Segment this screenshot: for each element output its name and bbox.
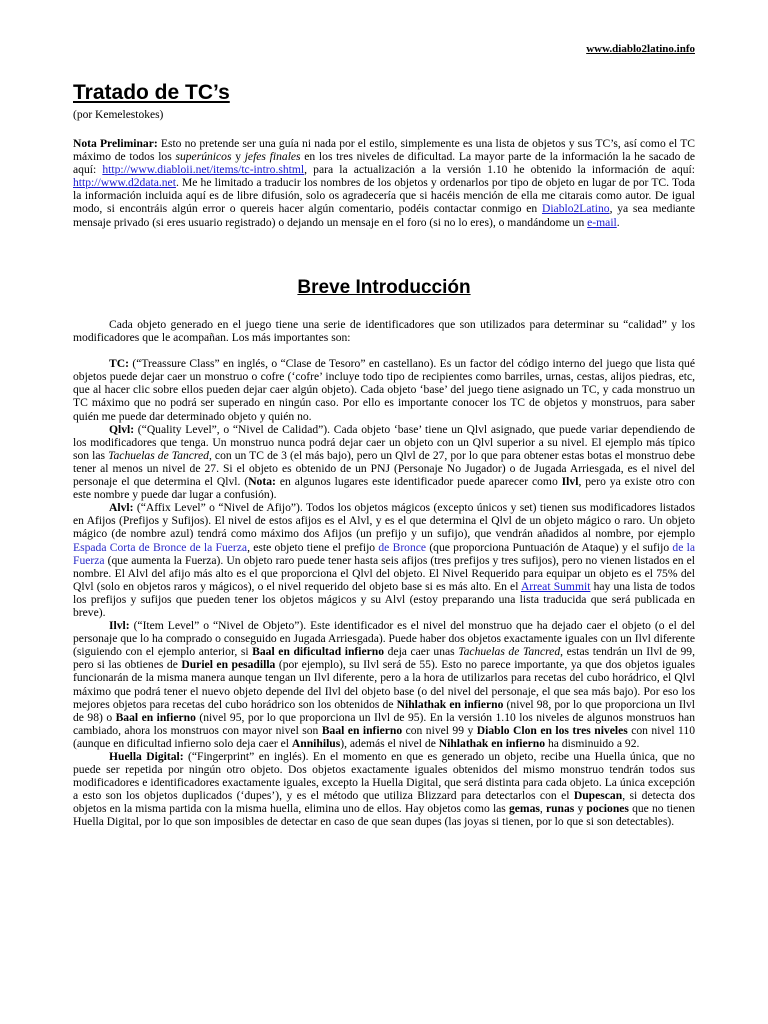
diabloii-link[interactable]: http://www.diabloii.net/items/tc-intro.shtml: [102, 163, 305, 177]
paragraph-text: que no tienen Huella Digital, por lo que son imposibles de detectar en caso de que sean dupes (las joyas si tienen, por lo que si son detectables).: [73, 802, 696, 829]
note-text: , ya sea mediante mensaje privado (si eres usuario registrado) o dejando un mensaje en el foro (si no lo eres), o mandándome un: [73, 202, 695, 229]
bold-text: Duriel en pesadilla: [181, 658, 276, 672]
item-name: Tachuelas de Tancred: [108, 448, 209, 462]
diablo2latino-link[interactable]: Diablo2Latino: [541, 202, 610, 216]
note-text: Esto no pretende ser una guía ni nada por el estilo, simplemente es una lista de objetos y sus TC’s, así como el TC máximo de todos los: [73, 137, 696, 164]
bold-text: Diablo Clon en los tres niveles: [476, 723, 628, 737]
note-italic: jefes finales: [244, 150, 301, 164]
paragraph-text: , este objeto tiene el prefijo: [247, 540, 379, 554]
magic-suffix: de la Fuerza: [73, 540, 695, 567]
paragraph-text: Cada objeto generado en el juego tiene una serie de identificadores que son utilizados para determinar su “calidad” y los modificadores que le acompañan. Los más importantes son:: [73, 318, 695, 345]
note-text: en los tres niveles de dificultad. La mayor parte de la información la he sacado de aquí:: [73, 150, 696, 177]
bold-text: gemas: [508, 802, 540, 816]
paragraph-text: (“Quality Level”, o “Nivel de Calidad”). Cada objeto ‘base’ tiene un Qlvl asignado, que puede variar dependiendo de los modificadores que tenga. Un monstruo nunca podrá dejar caer un objeto con un Qlvl superior a su nivel. El ejemplo más típico son las: [73, 422, 695, 462]
note-text: . Me he limitado a traducir los nombres de los objetos y ordenarlos por tipo de objeto en lugar de por TC. Toda la información incluida aquí es de libre difusión, solo os agradecería que si hacéis mención de ella me citarais como autor. De igual modo, si encontráis algún error o quereis hacer algún comentario, podéis contactar conmigo en: [73, 176, 695, 216]
note-text: y: [231, 150, 245, 164]
paragraph-text: ha disminuido a 92.: [545, 736, 640, 750]
ilvl-paragraph: [73, 619, 695, 750]
bold-text: runas: [545, 802, 575, 816]
bold-text: Baal en infierno: [115, 710, 196, 724]
bold-text: Nota:: [248, 475, 276, 489]
bold-text: Baal en dificultad infierno: [252, 645, 385, 659]
note-text: , para la actualización a la versión 1.10 he obtenido la información de aquí:: [304, 163, 695, 177]
term-label: Huella Digital:: [109, 750, 184, 763]
tc-paragraph: [73, 357, 695, 422]
paragraph-text: , con un TC de 3 (el más bajo), pero un Qlvl de 27, por lo que para obtener estas botas el monstruo debe tener al menos un nivel de 27. Si el objeto es obtenido de un PNJ (Personaje No Jugador) o de Jugada Arriesgada, es el nivel del personaje el que determina el Qlvl. (: [73, 448, 695, 489]
note-text: .: [616, 215, 620, 229]
paragraph-text: (“Fingerprint” en inglés). En el momento en que es generado un objeto, recibe una Huella única, que no puede ser repetida por ningún otro objeto. Dos objetos exactamente iguales obtenidos del mismo monstruo tendrán todos sus modificadores e identificadores exactamente iguales, excepto la Huella Digital, que será distinta para cada objeto. La única excepción a esto son los objetos duplicados (‘dupes’), y es el método que utiliza Blizzard para detectarlos con el: [73, 750, 695, 803]
item-name: Tachuelas de Tancred: [458, 645, 561, 659]
term-label: Ilvl:: [109, 619, 130, 633]
bold-text: Dupescan: [573, 789, 623, 803]
term-label: Qlvl:: [109, 422, 135, 436]
paragraph-text: en algunos lugares este identificador puede aparecer como: [275, 475, 562, 489]
paragraph-text: y: [574, 802, 587, 816]
intro-paragraph: [73, 318, 695, 344]
paragraph-text: (que aumenta la Fuerza). Un objeto raro puede tener hasta seis afijos (tres prefijos y tres sufijos), pero no vienen listados en el nombre. El Alvl del afijo más alto es el que proporciona el Qlvl del objeto. El Nivel Requerido para equipar un objeto es el 75% del Qlvl (solo en objetos raros y mágicos), o el nivel requerido del objeto base si es más alto. En el: [73, 553, 695, 593]
note-label: Nota Preliminar:: [73, 137, 158, 150]
bold-text: Nihlathak en infierno: [396, 697, 504, 711]
introduction-body: [73, 318, 695, 829]
paragraph-text: ), además el nivel de: [340, 736, 439, 750]
huella-paragraph: [73, 750, 695, 829]
paragraph-text: , pero ya existe otro con este nombre y puede dar lugar a confusión).: [73, 475, 695, 502]
section-title: Breve Introducción: [297, 277, 471, 298]
bold-text: Baal en infierno: [321, 723, 403, 737]
qlvl-paragraph: [73, 423, 695, 502]
bold-text: Annihilus: [291, 736, 341, 750]
preliminary-note: [73, 137, 695, 229]
magic-prefix: de Bronce: [378, 540, 427, 554]
paragraph-text: con nivel 99 y: [402, 723, 477, 737]
d2data-link[interactable]: http://www.d2data.net: [73, 176, 176, 190]
paragraph-text: , si detecta dos objetos en la misma partida con la misma huella, elimina uno de ellos. Hay objetos como las: [73, 789, 695, 816]
paragraph-text: (que proporciona Puntuación de Ataque) y el sufijo: [426, 540, 673, 554]
email-link[interactable]: e-mail: [587, 215, 617, 229]
paragraph-text: (“Affix Level” o “Nivel de Afijo”). Todos los objetos mágicos (excepto únicos y set) tienen sus modificadores listados en Afijos (Prefijos y Sufijos). El nivel de estos afijos es el Alvl, y es el que determina el Qlvl de un objeto mágico o raro. Un objeto mágico (de nombre azul) tendrá como máximo dos Afijos (un prefijo y un sufijo), que vendrán añadidos al nombre, por ejemplo: [73, 501, 695, 541]
arreat-summit-link[interactable]: Arreat Summit: [520, 579, 591, 593]
site-url[interactable]: www.diablo2latino.info: [586, 43, 695, 55]
paragraph-text: (nivel 98, por lo que proporciona un Ilvl de 98) o: [73, 697, 695, 724]
magic-item-name: Espada Corta de Bronce de la Fuerza: [73, 540, 248, 554]
bold-text: Ilvl: [561, 475, 579, 489]
term-label: TC:: [109, 357, 129, 371]
bold-text: pociones: [586, 802, 629, 816]
paragraph-text: (“Item Level” o “Nivel de Objeto”). Este identificador es el nivel del monstruo que ha dejado caer el objeto (o el del personaje que lo ha comprado o conseguido en Jugada Arriesgada). Puede haber dos objetos exactamente iguales con un Ilvl diferente (siguiendo con el ejemplo anterior, si: [73, 619, 695, 659]
paragraph-text: ,: [539, 802, 546, 816]
document-title: Tratado de TC’s: [73, 81, 230, 104]
note-italic: superúnicos: [175, 150, 232, 164]
alvl-paragraph: [73, 501, 695, 619]
document-author: (por Kemelestokes): [73, 109, 164, 121]
paragraph-text: (“Treassure Class” en inglés, o “Clase de Tesoro” en castellano). Es un factor del código interno del juego que lista qué objetos puede dejar caer un monstruo o cofre (‘cofre’ incluye todo tipo de recipientes como barriles, urnas, cestas, alijos piedras, etc, que al hacer clic sobre ellos pueden dejar caer algún objeto). Cada objeto ‘base’ del juego tiene asignado un TC, y cada monstruo un TC máximo que no podrá ser superado en ningún caso. Por ello es importante conocer los TC de objetos y monstruos, para saber quién me puede dar determinado objeto y quién no.: [73, 357, 695, 423]
bold-text: Nihlathak en infierno: [438, 736, 546, 750]
paragraph-text: (por ejemplo), su Ilvl será de 55). Esto no parece importante, ya que dos objetos iguales funcionarán de la misma manera aunque tengan un Ilvl diferente, pero a la hora de utilizarlos para recetas del cubo horádrico, el Qlvl máximo que podrá tener el nuevo objeto depende del Ilvl del objeto base (o del nivel del personaje, el que sea más bajo). Por eso los mejores objetos para recetas del cubo horádrico son los obtenidos de: [73, 658, 695, 711]
paragraph-text: hay una lista de todos los prefijos y sufijos que pueden tener los objetos mágicos y su Alvl (estoy preparando una lista traducida que será publicada en breve).: [73, 579, 696, 619]
paragraph-text: , estas tendrán un Ilvl de 99, pero si las obtienes de: [73, 645, 695, 672]
paragraph-text: con nivel 110 (aunque en dificultad infierno solo deja caer el: [73, 723, 696, 750]
paragraph-text: deja caer unas: [384, 645, 459, 659]
term-label: Alvl:: [109, 501, 134, 515]
paragraph-text: (nivel 95, por lo que proporciona un Ilvl de 95). En la versión 1.10 los niveles de algunos monstruos han cambiado, ahora los monstruos con mayor nivel son: [73, 710, 695, 737]
